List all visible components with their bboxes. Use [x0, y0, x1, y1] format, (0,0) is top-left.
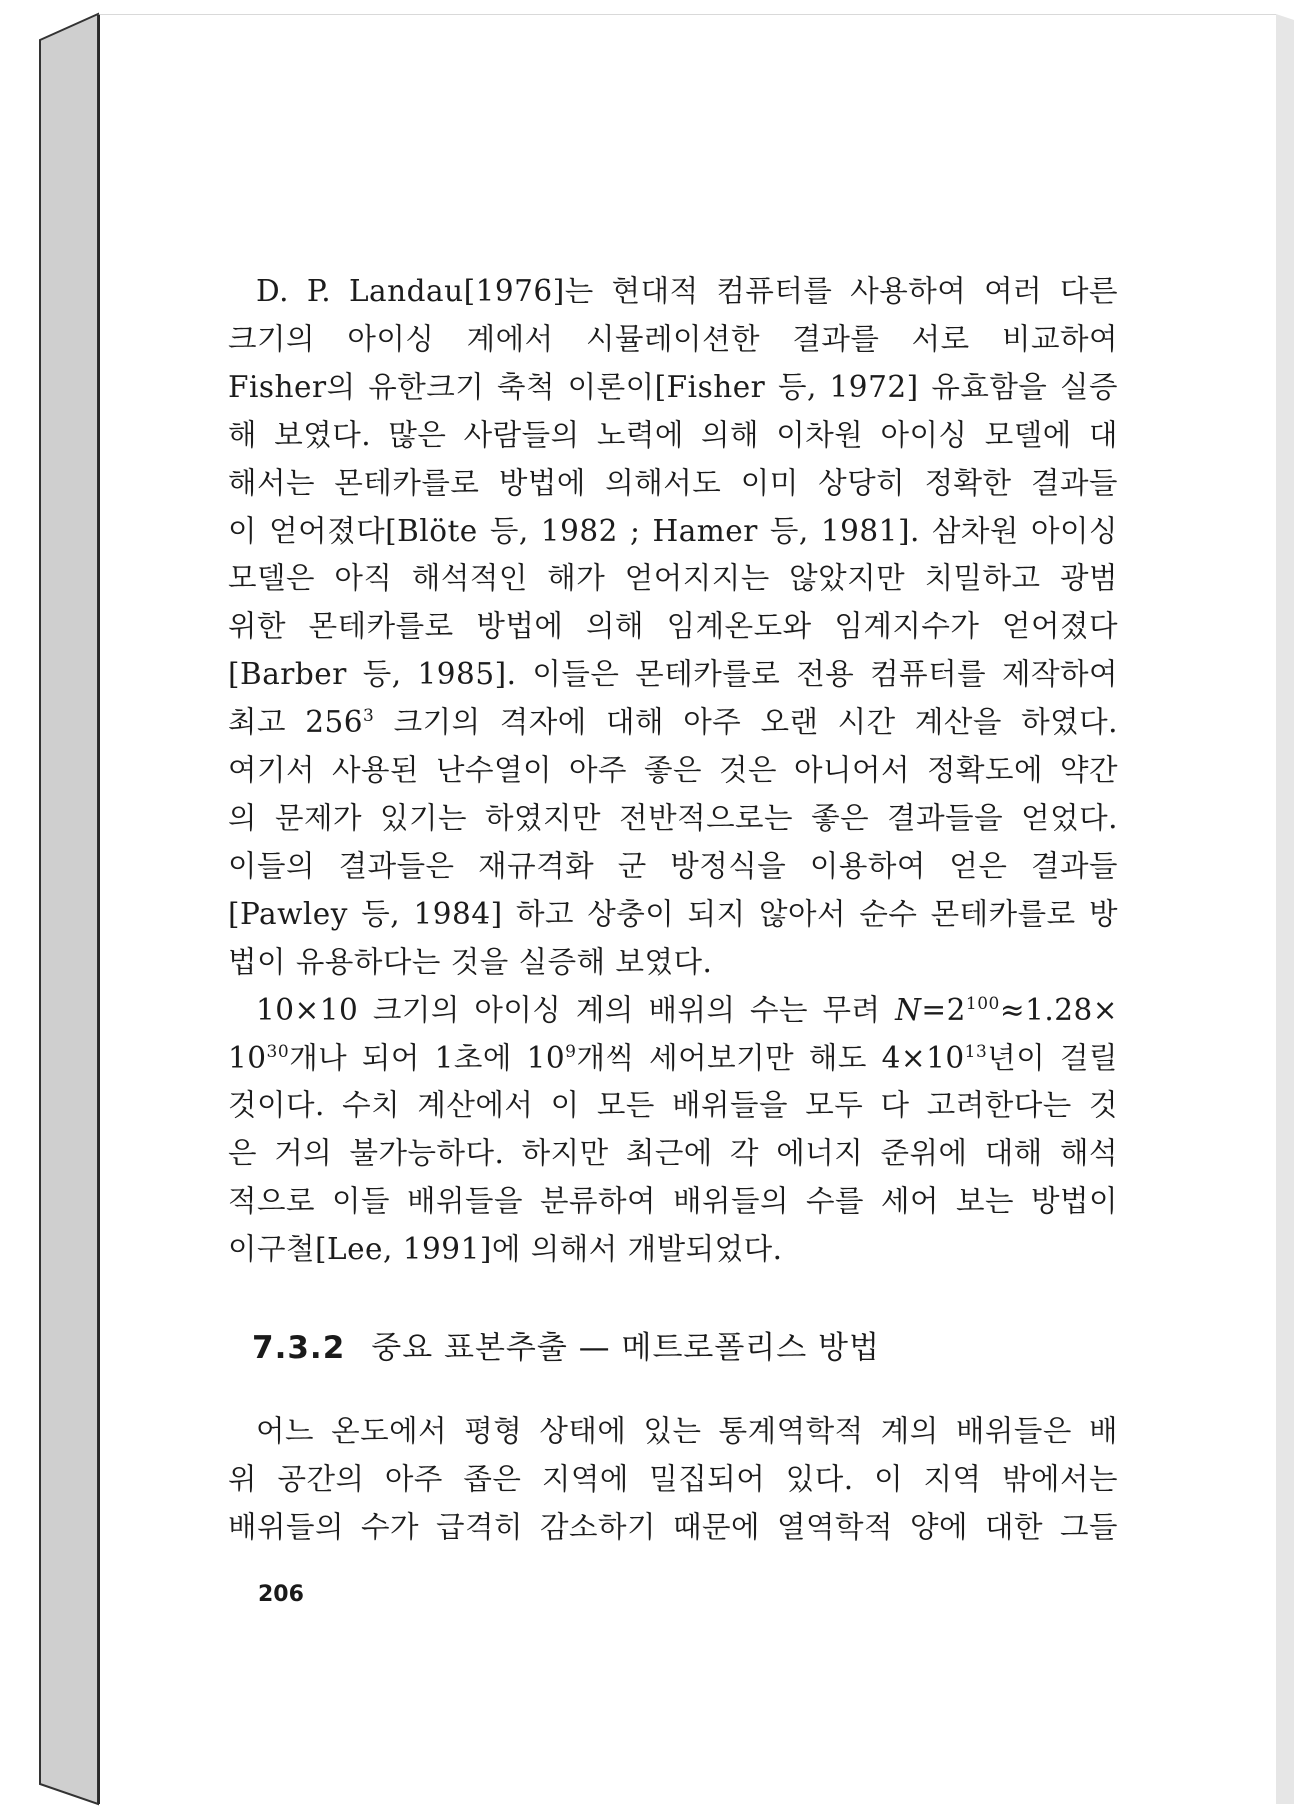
text-line: 어느 온도에서 평형 상태에 있는 통계역학적 계의 배위들은 배	[256, 1414, 1118, 1448]
paragraph-landau	[228, 268, 1118, 1274]
text-line: $10^{30}$개나 되어 1초에 $10^9$개씩 세어보기만 해도 $4\times 10^{13}$년이 걸릴	[228, 1040, 1118, 1075]
text-line: 적으로 이들 배위들을 분류하여 배위들의 수를 세어 보는 방법이	[228, 1184, 1118, 1219]
text-line: 은 거의 불가능하다. 하지만 최근에 각 에너지 준위에 대해 해석	[228, 1136, 1118, 1171]
text-line: 법이 유용하다는 것을 실증해 보였다.	[228, 944, 713, 979]
text-line: 위 공간의 아주 좁은 지역에 밀집되어 있다. 이 지역 밖에서는	[228, 1461, 1118, 1496]
text-line: 크기의 아이싱 계에서 시뮬레이션한 결과를 서로 비교하여	[228, 321, 1118, 356]
text-line: 이구철[Lee, 1991]에 의해서 개발되었다.	[228, 1232, 783, 1267]
text-line: 것이다. 수치 계산에서 이 모든 배위들을 모두 다 고려한다는 것	[228, 1088, 1118, 1123]
text-line: 위한 몬테카를로 방법에 의해 임계온도와 임계지수가 얻어졌다	[228, 609, 1118, 644]
text-line: [Pawley 등, 1984] 하고 상충이 되지 않아서 순수 몬테카를로 방	[228, 896, 1118, 931]
text-line: 여기서 사용된 난수열이 아주 좋은 것은 아니어서 정확도에 약간	[228, 753, 1118, 788]
text-line: 10×10 크기의 아이싱 계의 배위의 수는 무려 $N=2^{100}\approx 1.28\times$	[256, 992, 1118, 1027]
text-line: 배위들의 수가 급격히 감소하기 때문에 열역학적 양에 대한 그들	[228, 1509, 1118, 1544]
text-line: 의 문제가 있기는 하였지만 전반적으로는 좋은 결과들을 얻었다.	[228, 800, 1118, 835]
text-line: 이들의 결과들은 재규격화 군 방정식을 이용하여 얻은 결과들	[228, 848, 1118, 883]
text-line: Fisher의 유한크기 축척 이론이[Fisher 등, 1972] 유효함을 실증	[228, 369, 1118, 404]
text-line: 모델은 아직 해석적인 해가 얻어지지는 않았지만 치밀하고 광범	[228, 561, 1118, 596]
page-number: 206	[258, 1582, 304, 1607]
text-line: 해 보였다. 많은 사람들의 노력에 의해 이차원 아이싱 모델에 대	[228, 417, 1118, 452]
section-title: 중요 표본추출 — 메트로폴리스 방법	[371, 1330, 880, 1366]
section-heading	[252, 1322, 1092, 1367]
text-line: [Barber 등, 1985]. 이들은 몬테카를로 전용 컴퓨터를 제작하여	[228, 657, 1118, 692]
paragraph-configurations	[228, 987, 1118, 1274]
text-line: D. P. Landau[1976]는 현대적 컴퓨터를 사용하여 여러 다른	[256, 274, 1118, 308]
text-line: 이 얻어졌다[Blöte 등, 1982 ; Hamer 등, 1981]. 삼차원 아이싱	[228, 513, 1118, 548]
paragraph-metropolis	[228, 1408, 1118, 1552]
section-number: 7.3.2	[252, 1330, 346, 1366]
text-line: 해서는 몬테카를로 방법에 의해서도 이미 상당히 정확한 결과들	[228, 465, 1118, 500]
text-line: 최고 $256^3$ 크기의 격자에 대해 아주 오랜 시간 계산을 하였다.	[228, 705, 1118, 740]
